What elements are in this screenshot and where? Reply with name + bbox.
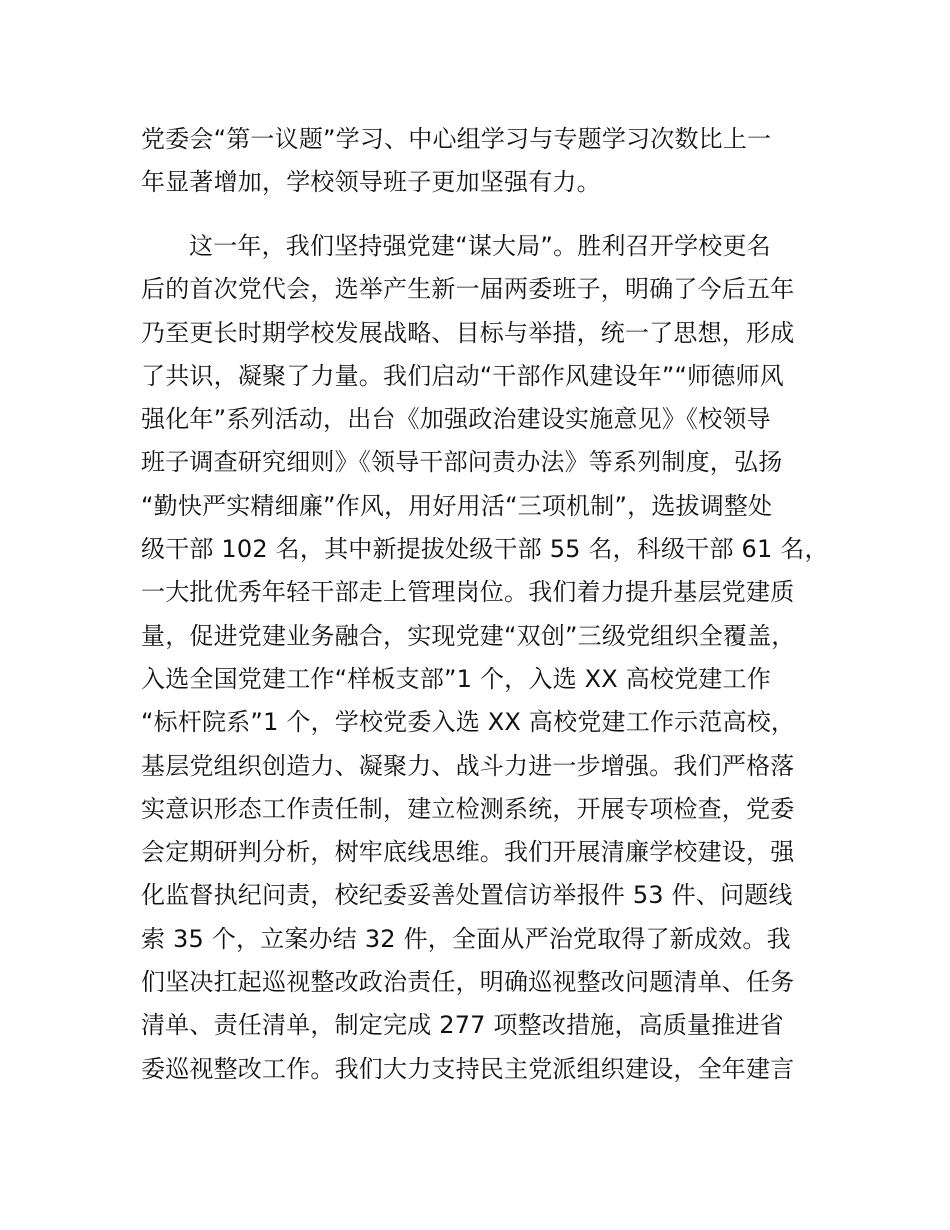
paragraph-line: 入选全国党建工作“样板支部”1 个，入选 XX 高校党建工作 bbox=[141, 664, 771, 693]
paragraph-line: 乃至更长时期学校发展战略、目标与举措，统一了思想，形成 bbox=[141, 318, 795, 347]
paragraph-line: 清单、责任清单，制定完成 277 项整改措施，高质量推进省 bbox=[141, 1011, 784, 1040]
paragraph-line: 们坚决扛起巡视整改政治责任，明确巡视整改问题清单、任务 bbox=[141, 968, 795, 997]
paragraph-line: 实意识形态工作责任制，建立检测系统，开展专项检查，党委 bbox=[141, 794, 795, 823]
paragraph-line: 班子调查研究细则》《领导干部问责办法》等系列制度，弘扬 bbox=[141, 448, 783, 477]
paragraph-line: 后的首次党代会，选举产生新一届两委班子，明确了今后五年 bbox=[141, 275, 795, 304]
paragraph-line: 会定期研判分析，树牢底线思维。我们开展清廉学校建设，强 bbox=[141, 838, 795, 867]
paragraph-line: 强化年”系列活动，出台《加强政治建设实施意见》《校领导 bbox=[141, 405, 771, 434]
paragraph-line: 基层党组织创造力、凝聚力、战斗力进一步增强。我们严格落 bbox=[141, 751, 795, 780]
paragraph-line: “勤快严实精细廉”作风，用好用活“三项机制”，选拔调整处 bbox=[141, 491, 773, 520]
paragraph-line: 年显著增加，学校领导班子更加坚强有力。 bbox=[141, 168, 601, 197]
paragraph-line: 委巡视整改工作。我们大力支持民主党派组织建设，全年建言 bbox=[141, 1054, 795, 1083]
paragraph-line: “标杆院系”1 个，学校党委入选 XX 高校党建工作示范高校， bbox=[141, 708, 796, 737]
paragraph-line: 索 35 个，立案办结 32 件，全面从严治党取得了新成效。我 bbox=[141, 924, 791, 953]
paragraph-2 bbox=[141, 225, 841, 1091]
paragraph-line: 了共识，凝聚了力量。我们启动“干部作风建设年”“师德师风 bbox=[141, 361, 784, 390]
paragraph-line: 化监督执纪问责，校纪委妥善处置信访举报件 53 件、问题线 bbox=[141, 881, 793, 910]
paragraph-line: 一大批优秀年轻干部走上管理岗位。我们着力提升基层党建质 bbox=[141, 578, 795, 607]
paragraph-line: 级干部 102 名，其中新提拔处级干部 55 名，科级干部 61 名， bbox=[141, 535, 829, 564]
paragraph-line: 量，促进党建业务融合，实现党建“双创”三级党组织全覆盖， bbox=[141, 621, 796, 650]
paragraph-line: 这一年，我们坚持强党建“谋大局”。胜利召开学校更名 bbox=[189, 232, 771, 260]
paragraph-1 bbox=[141, 118, 841, 205]
paragraph-line: 党委会“第一议题”学习、中心组学习与专题学习次数比上一 bbox=[141, 125, 772, 153]
